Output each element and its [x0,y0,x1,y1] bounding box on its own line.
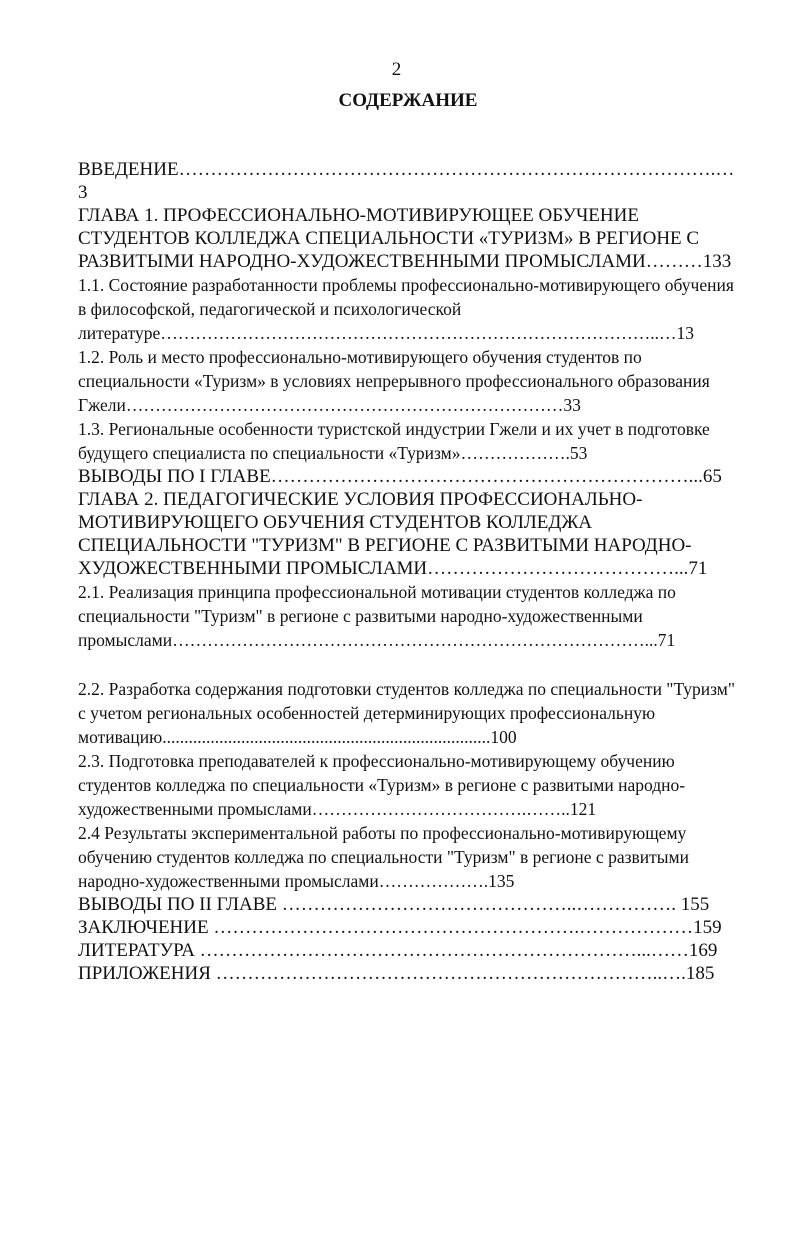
toc-spacer [78,652,740,677]
toc-entry-section-1-2: 1.2. Роль и место профессионально-мотивирующего обучения студентов по специальности «Туризм» в условиях непрерывного профессионального образования Гжели…………………………………………………………………33 [78,347,710,415]
toc-entry-section-2-3: 2.3. Подготовка преподавателей к профессионально-мотивирующему обучению студентов колледжа по специальности «Туризм» в регионе с развитыми народно-художественными промыслами……………………………….……..121 [78,751,686,819]
toc-entry-introduction: ВВЕДЕНИЕ………………………………………………………………………….…3 [78,159,735,203]
toc-entry-appendices: ПРИЛОЖЕНИЯ ……………………………………………………………..….185 [78,963,715,984]
toc-entry-section-2-4: 2.4 Результаты экспериментальной работы по профессионально-мотивирующему обучению студентов колледжа по специальности "Туризм" в регионе с развитыми народно-художественными промыслами……………….135 [78,823,689,891]
toc-entry-chapter-2: ГЛАВА 2. ПЕДАГОГИЧЕСКИЕ УСЛОВИЯ ПРОФЕССИОНАЛЬНО-МОТИВИРУЮЩЕГО ОБУЧЕНИЯ СТУДЕНТОВ КОЛЛЕДЖА СПЕЦИАЛЬНОСТИ "ТУРИЗМ" В РЕГИОНЕ С РАЗВИТЫМИ НАРОДНО-ХУДОЖЕСТВЕННЫМИ ПРОМЫСЛАМИ…………………………………...71 [78,489,708,579]
toc-entry-chapter-1: ГЛАВА 1. ПРОФЕССИОНАЛЬНО-МОТИВИРУЮЩЕЕ ОБУЧЕНИЕ СТУДЕНТОВ КОЛЛЕДЖА СПЕЦИАЛЬНОСТИ «ТУРИЗМ» В РЕГИОНЕ С РАЗВИТЫМИ НАРОДНО-ХУДОЖЕСТВЕННЫМИ ПРОМЫСЛАМИ………133 [78,205,732,272]
toc-entry-conclusions-chapter-1: ВЫВОДЫ ПО I ГЛАВЕ…………………………………………………………...65 [78,466,722,487]
toc-entry-section-2-1: 2.1. Реализация принципа профессиональной мотивации студентов колледжа по специальности "Туризм" в регионе с развитыми народно-художественными промыслами………………………………………………………………………...71 [78,582,676,650]
document-title: СОДЕРЖАНИЕ [338,90,478,111]
toc-entry-section-2-2: 2.2. Разработка содержания подготовки студентов колледжа по специальности "Туризм" с учетом региональных особенностей детерминирующих профессиональную мотивацию...........................................................................100 [78,679,736,747]
toc-entry-literature: ЛИТЕРАТУРА ……………………………………………………………...……169 [78,940,718,961]
toc-entry-section-1-1: 1.1. Состояние разработанности проблемы профессионально-мотивирующего обучения в философской, педагогической и психологической литературе…………………………………………………………………………..…13 [78,275,734,343]
table-of-contents [78,158,740,985]
toc-entry-section-1-3: 1.3. Региональные особенности туристской индустрии Гжели и их учет в подготовке будущего специалиста по специальности «Туризм»……………….53 [78,419,710,463]
toc-entry-conclusions-chapter-2: ВЫВОДЫ ПО II ГЛАВЕ ………………………………………..……………. 155 [78,894,710,915]
page-number: 2 [391,59,402,80]
toc-entry-conclusion: ЗАКЛЮЧЕНИЕ ………………………………………………….………………159 [78,917,722,938]
